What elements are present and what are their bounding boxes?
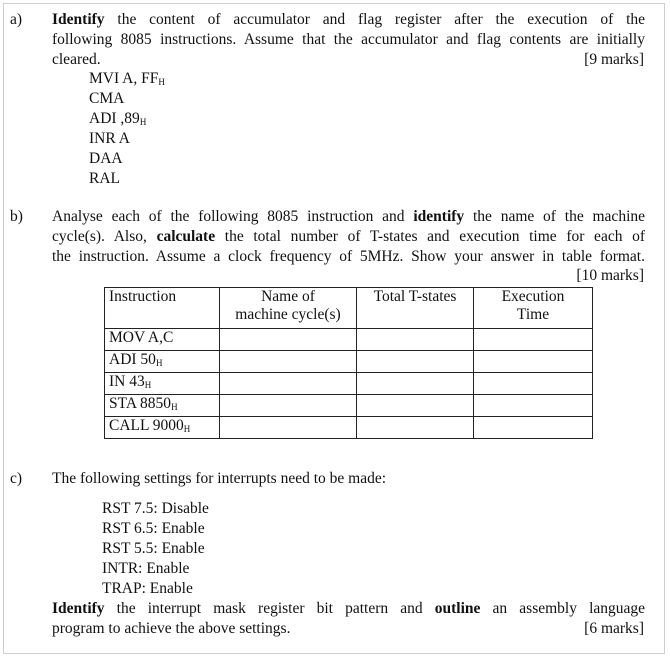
header-instruction: Instruction	[105, 288, 220, 329]
code-line: INR A	[89, 130, 130, 147]
part-b-line-3: the instruction. Assume a clock frequency of 5MHz. Show your answer in table format.	[52, 248, 645, 265]
empty-cell	[474, 329, 593, 351]
table-row	[105, 329, 593, 351]
instruction-cell: CALL $9000_H$	[105, 417, 220, 439]
part-c-intro: The following settings for interrupts need to be made:	[52, 470, 387, 487]
part-a-line-1	[52, 11, 645, 29]
header-t-states: Total T-states	[357, 288, 474, 329]
empty-cell	[357, 351, 474, 373]
empty-cell	[220, 417, 357, 439]
setting-item: TRAP: Enable	[102, 580, 193, 597]
part-a-line-3: cleared.	[52, 51, 101, 68]
header-execution-time: Execution Time	[474, 288, 593, 329]
empty-cell	[357, 373, 474, 395]
instruction-cell: IN $43_H$	[105, 373, 220, 395]
part-a-line-2: following 8085 instructions. Assume that the accumulator and flag contents are initially	[52, 31, 645, 48]
instruction-cell: MOV A,C	[105, 329, 220, 351]
empty-cell	[357, 329, 474, 351]
setting-item: INTR: Enable	[102, 560, 190, 577]
part-b-line-2: cycle(s). Also, calculate the total number of T-states and execution time for each of	[52, 228, 646, 245]
part-c-label: c)	[10, 470, 23, 487]
part-b-label: b)	[10, 208, 23, 225]
part-b-keyword-identify: identify	[413, 208, 465, 225]
empty-cell	[474, 395, 593, 417]
part-c-keyword-identify: Identify	[52, 600, 105, 617]
setting-item: RST 5.5: Enable	[102, 540, 205, 557]
setting-item: RST 6.5: Enable	[102, 520, 205, 537]
table-row	[105, 417, 593, 439]
part-a-line-1-text: the content of accumulator and flag register after the execution of the	[117, 11, 646, 28]
code-line: MVI A, $FF_H$	[89, 70, 165, 87]
empty-cell	[220, 395, 357, 417]
table-row	[105, 395, 593, 417]
part-c-marks: [6 marks]	[584, 620, 644, 637]
code-line: ADI $,89_H$	[89, 110, 147, 127]
empty-cell	[474, 351, 593, 373]
empty-cell	[474, 417, 593, 439]
code-line: DAA	[89, 150, 123, 167]
instruction-cell: ADI $50_H$	[105, 351, 220, 373]
instruction-table	[104, 287, 593, 439]
part-c-line-2: program to achieve the above settings.	[52, 620, 291, 637]
part-a-label: a)	[10, 11, 23, 28]
part-c-keyword-outline: outline	[434, 600, 481, 617]
table-row	[105, 373, 593, 395]
header-machine-cycles: Name of machine cycle(s)	[220, 288, 357, 329]
part-a-marks: [9 marks]	[584, 51, 644, 68]
instruction-cell: STA $8850_H$	[105, 395, 220, 417]
part-b-keyword-calculate: calculate	[156, 228, 216, 245]
part-c-line-1: Identify the interrupt mask register bit pattern and outline an assembly language	[52, 600, 646, 617]
empty-cell	[220, 373, 357, 395]
part-b-line-1: Analyse each of the following 8085 instruction and identify the name of the machine	[52, 208, 646, 225]
empty-cell	[357, 395, 474, 417]
part-b-marks: [10 marks]	[576, 267, 644, 284]
empty-cell	[220, 351, 357, 373]
part-a-keyword-identify: Identify	[52, 11, 105, 28]
setting-item: RST 7.5: Disable	[102, 500, 209, 517]
table-row	[105, 351, 593, 373]
empty-cell	[220, 329, 357, 351]
code-line: RAL	[89, 170, 120, 187]
empty-cell	[474, 373, 593, 395]
table-header-row	[105, 288, 593, 329]
empty-cell	[357, 417, 474, 439]
code-line: CMA	[89, 90, 125, 107]
